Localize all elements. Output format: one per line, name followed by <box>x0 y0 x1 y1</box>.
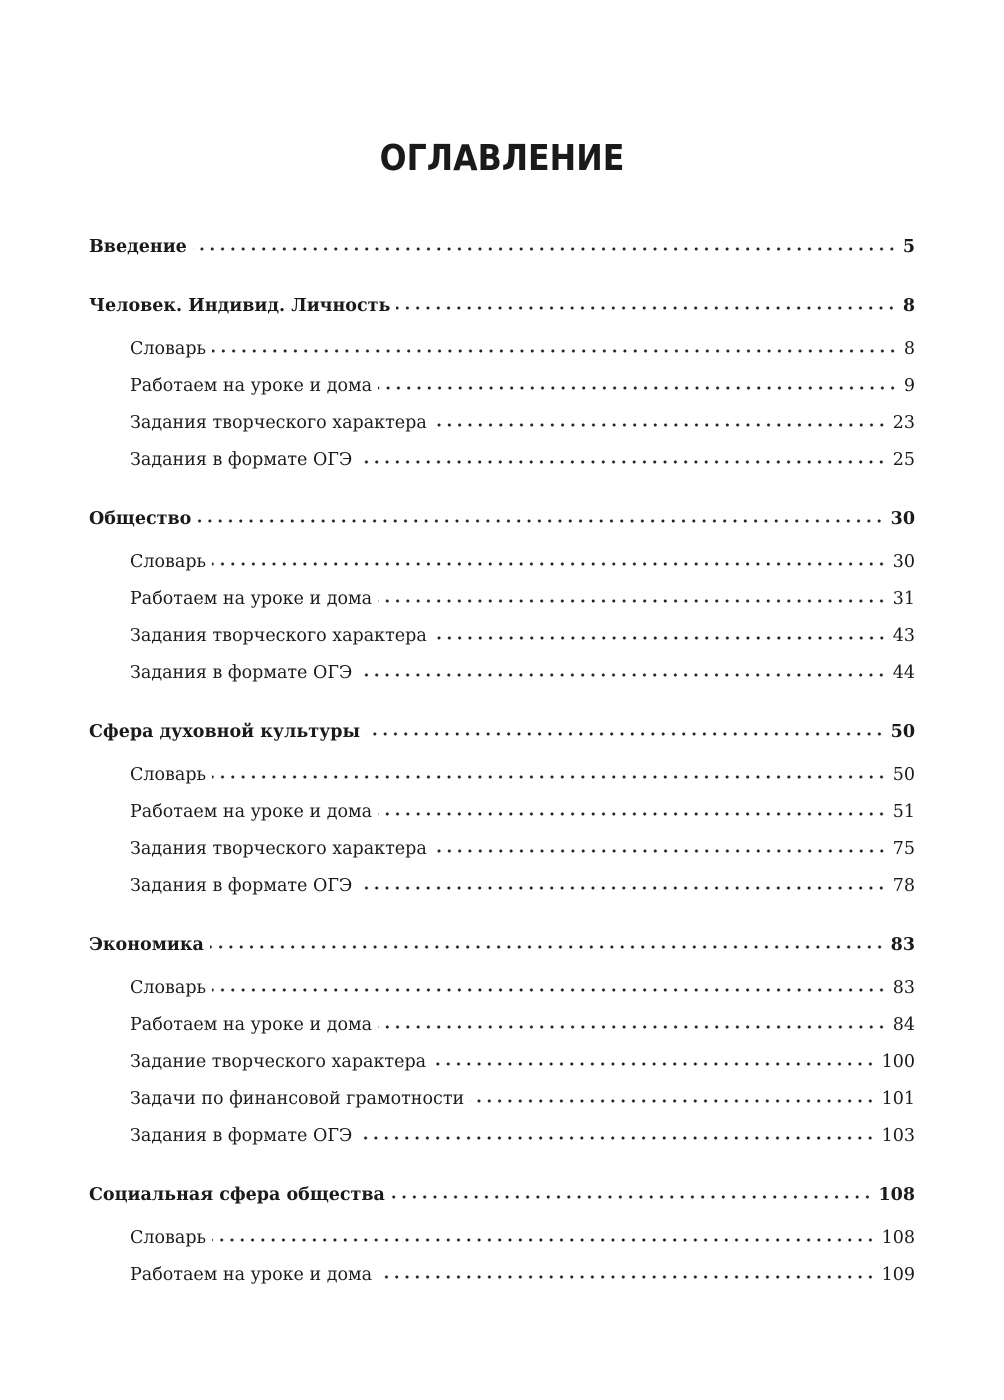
dot-leader <box>378 1020 887 1030</box>
toc-section-entry[interactable] <box>89 501 915 538</box>
dot-leader <box>366 727 885 737</box>
toc-subsection-entry[interactable] <box>89 655 915 692</box>
dot-leader <box>197 514 884 524</box>
dot-leader <box>212 344 898 354</box>
toc-subsection-entry[interactable] <box>89 794 915 831</box>
dot-leader <box>433 844 887 854</box>
entry-title: Сфера духовной культуры <box>89 722 361 742</box>
dot-leader <box>358 668 886 678</box>
entry-title: Социальная сфера общества <box>89 1185 385 1205</box>
dot-leader <box>433 418 887 428</box>
page-title: ОГЛАВЛЕНИЕ <box>379 138 625 179</box>
entry-title: Задания в формате ОГЭ <box>130 876 353 896</box>
dot-leader <box>210 940 885 950</box>
dot-leader <box>391 1190 873 1200</box>
entry-title: Словарь <box>130 978 207 998</box>
entry-title: Работаем на уроке и дома <box>130 1265 373 1285</box>
entry-title: Работаем на уроке и дома <box>130 589 373 609</box>
toc-subsection-entry[interactable] <box>89 1081 915 1118</box>
page-number: 50 <box>890 722 915 742</box>
entry-title: Экономика <box>89 935 204 955</box>
toc-section-entry[interactable] <box>89 714 915 751</box>
entry-title: Задания в формате ОГЭ <box>130 663 353 683</box>
entry-title: Словарь <box>130 552 207 572</box>
dot-leader <box>212 770 887 780</box>
dot-leader <box>396 301 896 311</box>
entry-title: Задания творческого характера <box>130 626 427 646</box>
dot-leader <box>212 557 887 567</box>
entry-title: Словарь <box>130 765 207 785</box>
dot-leader <box>433 631 887 641</box>
page-number: 108 <box>878 1185 915 1205</box>
toc-section-entry[interactable] <box>89 229 915 266</box>
dot-leader <box>432 1057 876 1067</box>
toc-subsection-entry[interactable] <box>89 1118 915 1155</box>
entry-title: Работаем на уроке и дома <box>130 1015 373 1035</box>
entry-title: Работаем на уроке и дома <box>130 376 373 396</box>
toc-section-entry[interactable] <box>89 927 915 964</box>
dot-leader <box>378 594 887 604</box>
toc-subsection-entry[interactable] <box>89 1007 915 1044</box>
dot-leader <box>212 983 887 993</box>
page-number: 5 <box>902 237 915 257</box>
toc-subsection-entry[interactable] <box>89 1044 915 1081</box>
dot-leader <box>378 381 898 391</box>
dot-leader <box>358 1131 875 1141</box>
toc-subsection-entry[interactable] <box>89 868 915 905</box>
page-number: 30 <box>892 552 915 572</box>
entry-title: Задачи по финансовой грамотности <box>130 1089 465 1109</box>
dot-leader <box>470 1094 875 1104</box>
toc-section-entry[interactable] <box>89 288 915 325</box>
toc-subsection-entry[interactable] <box>89 618 915 655</box>
dot-leader <box>378 1270 876 1280</box>
toc-subsection-entry[interactable] <box>89 757 915 794</box>
entry-title: Общество <box>89 509 192 529</box>
dot-leader <box>358 881 886 891</box>
table-of-contents <box>89 229 915 1294</box>
page-number: 43 <box>892 626 915 646</box>
dot-leader <box>212 1233 876 1243</box>
entry-title: Задания творческого характера <box>130 839 427 859</box>
dot-leader <box>378 807 887 817</box>
page-number: 83 <box>890 935 915 955</box>
page-number: 31 <box>892 589 915 609</box>
page-number: 9 <box>903 376 915 396</box>
toc-subsection-entry[interactable] <box>89 1257 915 1294</box>
page-number: 101 <box>881 1089 915 1109</box>
page-number: 44 <box>892 663 915 683</box>
entry-title: Словарь <box>130 1228 207 1248</box>
page-number: 25 <box>892 450 915 470</box>
toc-subsection-entry[interactable] <box>89 831 915 868</box>
toc-subsection-entry[interactable] <box>89 405 915 442</box>
entry-title: Человек. Индивид. Личность <box>89 296 391 316</box>
entry-title: Задания в формате ОГЭ <box>130 450 353 470</box>
entry-title: Словарь <box>130 339 207 359</box>
page-number: 50 <box>892 765 915 785</box>
toc-subsection-entry[interactable] <box>89 442 915 479</box>
page-number: 109 <box>881 1265 915 1285</box>
page-number: 23 <box>892 413 915 433</box>
entry-title: Введение <box>89 237 187 257</box>
toc-subsection-entry[interactable] <box>89 331 915 368</box>
page-number: 30 <box>890 509 915 529</box>
entry-title: Задание творческого характера <box>130 1052 427 1072</box>
page-number: 83 <box>892 978 915 998</box>
toc-subsection-entry[interactable] <box>89 368 915 405</box>
toc-subsection-entry[interactable] <box>89 581 915 618</box>
toc-subsection-entry[interactable] <box>89 970 915 1007</box>
page-number: 84 <box>892 1015 915 1035</box>
page-number: 51 <box>892 802 915 822</box>
dot-leader <box>193 242 897 252</box>
page-number: 78 <box>892 876 915 896</box>
page-number: 8 <box>902 296 915 316</box>
page-number: 75 <box>892 839 915 859</box>
entry-title: Работаем на уроке и дома <box>130 802 373 822</box>
entry-title: Задания творческого характера <box>130 413 427 433</box>
dot-leader <box>358 455 886 465</box>
toc-subsection-entry[interactable] <box>89 544 915 581</box>
page-number: 8 <box>903 339 915 359</box>
toc-section-entry[interactable] <box>89 1177 915 1214</box>
toc-subsection-entry[interactable] <box>89 1220 915 1257</box>
page-number: 108 <box>881 1228 915 1248</box>
entry-title: Задания в формате ОГЭ <box>130 1126 353 1146</box>
page-number: 103 <box>881 1126 915 1146</box>
page-number: 100 <box>881 1052 915 1072</box>
